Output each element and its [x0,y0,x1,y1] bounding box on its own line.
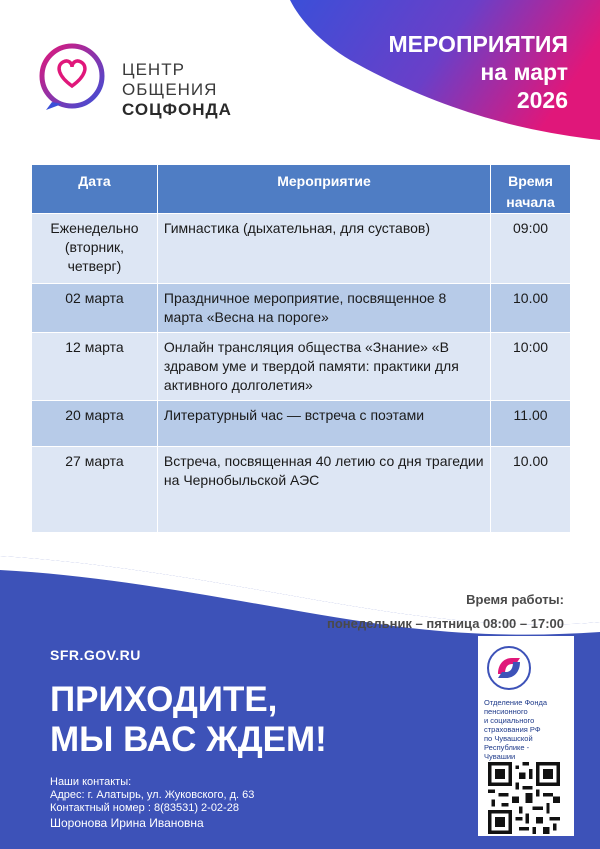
row-date: 12 марта [32,333,158,401]
slogan [50,680,327,760]
logo-line-3: СОЦФОНДА [122,100,232,119]
row-time: 10.00 [491,447,571,533]
logo-line-1: ЦЕНТР [122,60,185,79]
logo-line-2: ОБЩЕНИЯ [122,80,218,99]
row-date: 27 марта [32,447,158,533]
row-time: 10.00 [491,284,571,333]
events-table [31,164,571,533]
contacts-title: Наши контакты: [50,776,132,788]
row-date: 02 марта [32,284,158,333]
row-time: 10:00 [491,333,571,401]
row-date: 20 марта [32,401,158,447]
header-date: Дата [32,165,158,214]
table-row [32,284,571,333]
table-header-row [32,165,571,214]
contacts-phone: Контактный номер : 8(83531) 2-02-28 [50,802,239,814]
table-row [32,401,571,447]
sfr-line: пенсионного [484,707,528,716]
title-line-1: МЕРОПРИЯТИЯ [388,31,568,57]
contacts-block [50,776,254,831]
page-title [389,30,568,114]
row-event: Онлайн трансляция общества «Знание» «В здравом уме и твердой памяти: практики для активного долголетия» [157,333,490,401]
sfr-line: страхования РФ [484,725,541,734]
heart-logo-icon [38,42,108,112]
row-time: 11.00 [491,401,571,447]
table-row [32,214,571,284]
sfr-line: Республике - [484,743,530,752]
sfr-logo-icon [486,644,532,692]
row-event: Литературный час — встреча с поэтами [157,401,490,447]
row-time: 09:00 [491,214,571,284]
slogan-line-2: МЫ ВАС ЖДЕМ! [50,720,327,759]
slogan-line-1: ПРИХОДИТЕ, [50,680,278,719]
working-hours [327,588,564,636]
sfr-line: Чувашии [484,752,516,761]
sfr-panel [478,636,574,836]
row-event: Встреча, посвященная 40 летию со дня трагедии на Чернобыльской АЭС [157,447,490,533]
row-date: Еженедельно (вторник, четверг) [32,214,158,284]
qr-code-icon[interactable] [488,762,560,834]
sfr-text [484,698,568,761]
table-row [32,333,571,401]
sfr-line: Отделение Фонда [484,698,548,707]
contacts-person: Шоронова Ирина Ивановна [50,816,204,830]
row-event: Праздничное мероприятие, посвященное 8 марта «Весна на пороге» [157,284,490,333]
title-line-3: 2026 [516,87,568,113]
header-event: Мероприятие [157,165,490,214]
hours-value: понедельник – пятница 08:00 – 17:00 [326,616,564,631]
sfr-line: по Чувашской [484,734,533,743]
title-line-2: на март [480,59,568,85]
site-link[interactable]: SFR.GOV.RU [50,647,141,663]
hours-title: Время работы: [466,592,564,607]
header-time: Время начала [491,165,571,214]
logo-wordmark [122,60,232,120]
row-event: Гимнастика (дыхательная, для суставов) [157,214,490,284]
table-row [32,447,571,533]
contacts-address: Адрес: г. Алатырь, ул. Жуковского, д. 63 [50,789,255,801]
sfr-line: и социального [484,716,535,725]
